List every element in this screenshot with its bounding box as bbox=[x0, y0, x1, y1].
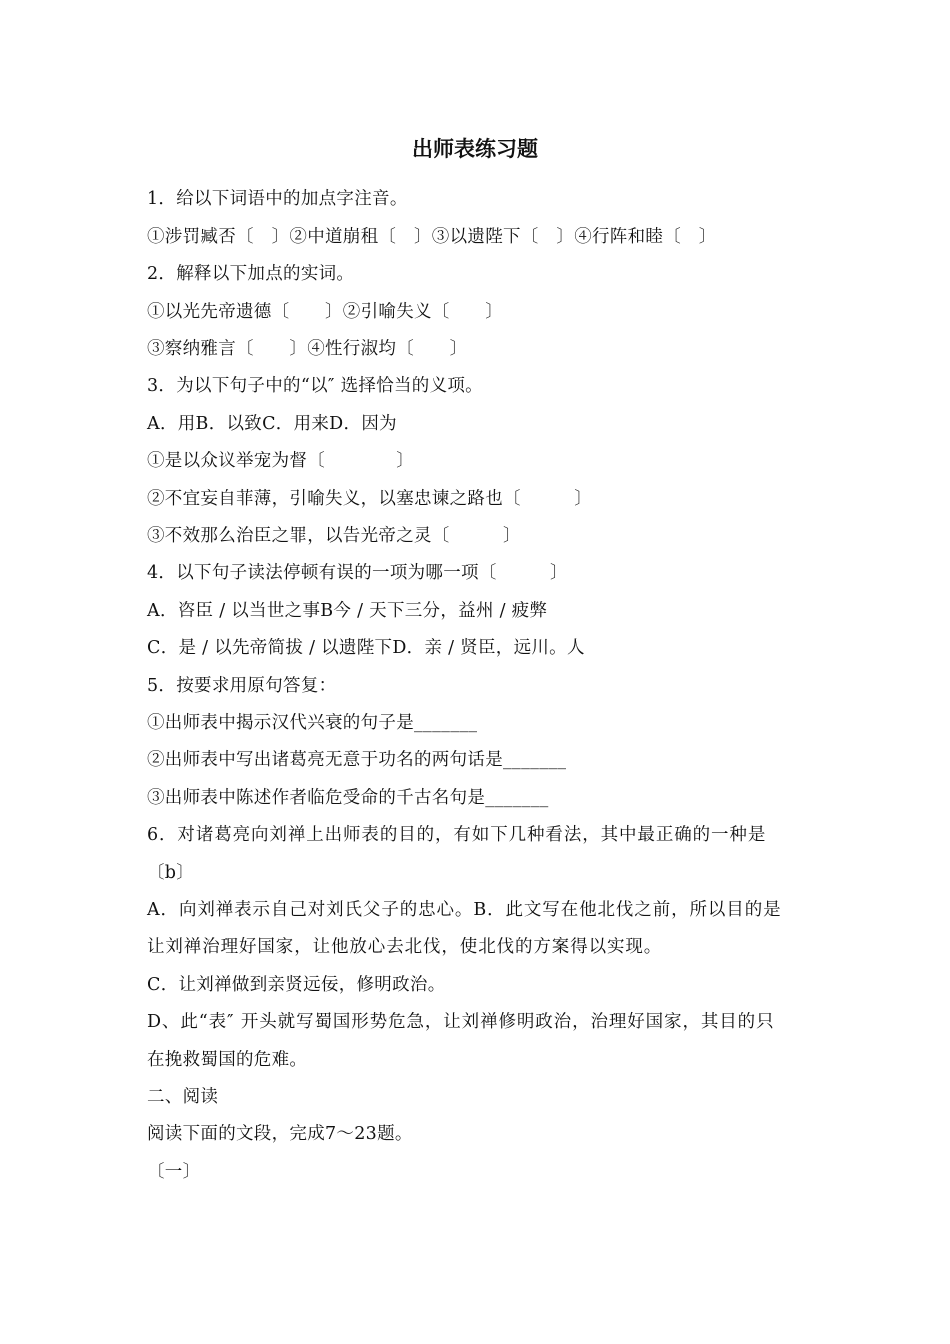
question-4: 4．以下句子读法停顿有误的一项为哪一项〔 〕 bbox=[147, 563, 568, 583]
question-5-item-1: ①出师表中揭示汉代兴衰的句子是_______ bbox=[147, 713, 478, 733]
question-5-item-2: ②出师表中写出诸葛亮无意于功名的两句话是_______ bbox=[147, 750, 567, 770]
question-4-options-ab: A．咨臣 / 以当世之事B今 / 天下三分，益州 / 疲弊 bbox=[147, 601, 548, 621]
reading-part-1: 〔一〕 bbox=[147, 1162, 201, 1182]
question-2-items-a: ①以光先帝遗德〔 〕②引喻失义〔 〕 bbox=[147, 302, 503, 322]
question-3: 3．为以下句子中的“以″ 选择恰当的义项。 bbox=[147, 376, 483, 396]
question-5-item-3: ③出师表中陈述作者临危受命的千古名句是_______ bbox=[147, 788, 549, 808]
reading-instruction: 阅读下面的文段，完成7～23题。 bbox=[147, 1124, 413, 1144]
question-1-items: ①涉罚臧否〔 〕②中道崩租〔 〕③以遗陛下〔 〕④行阵和睦〔 〕 bbox=[147, 227, 717, 247]
question-5: 5．按要求用原句答复： bbox=[147, 676, 337, 696]
question-3-item-1: ①是以众议举宠为督〔 〕 bbox=[147, 451, 414, 471]
question-3-item-3: ③不效那么治臣之罪，以告光帝之灵〔 〕 bbox=[147, 526, 521, 546]
question-6-option-d: D、此“表″ 开头就写蜀国形势危急，让刘禅修明政治，治理好国家，其目的只 bbox=[147, 1012, 775, 1032]
section-reading-heading: 二、阅读 bbox=[147, 1087, 219, 1107]
question-6-option-b-cont: 让刘禅治理好国家，让他放心去北伐，使北伐的方案得以实现。 bbox=[147, 937, 663, 957]
question-3-item-2: ②不宜妄自菲薄，引喻失义，以塞忠谏之路也〔 〕 bbox=[147, 489, 592, 509]
question-2: 2．解释以下加点的实词。 bbox=[147, 264, 355, 284]
question-6: 6．对诸葛亮向刘禅上出师表的目的，有如下几种看法，其中最正确的一种是 bbox=[147, 825, 767, 845]
question-6-answer: 〔b〕 bbox=[147, 863, 195, 883]
page-title: 出师表练习题 bbox=[412, 137, 538, 161]
question-4-options-cd: C．是 / 以先帝简拔 / 以遗陛下D．亲 / 贤臣，远川。人 bbox=[147, 638, 585, 658]
question-6-option-c: C．让刘禅做到亲贤远佞，修明政治。 bbox=[147, 975, 446, 995]
question-6-option-d-cont: 在挽救蜀国的危难。 bbox=[147, 1050, 308, 1070]
question-2-items-b: ③察纳雅言〔 〕④性行淑均〔 〕 bbox=[147, 339, 468, 359]
question-6-option-ab: A．向刘禅表示自己对刘氏父子的忠心。B．此文写在他北伐之前，所以目的是 bbox=[147, 900, 782, 920]
question-3-options: A．用B．以致C．用来D．因为 bbox=[147, 414, 397, 434]
question-1: 1．给以下词语中的加点字注音。 bbox=[147, 189, 408, 209]
